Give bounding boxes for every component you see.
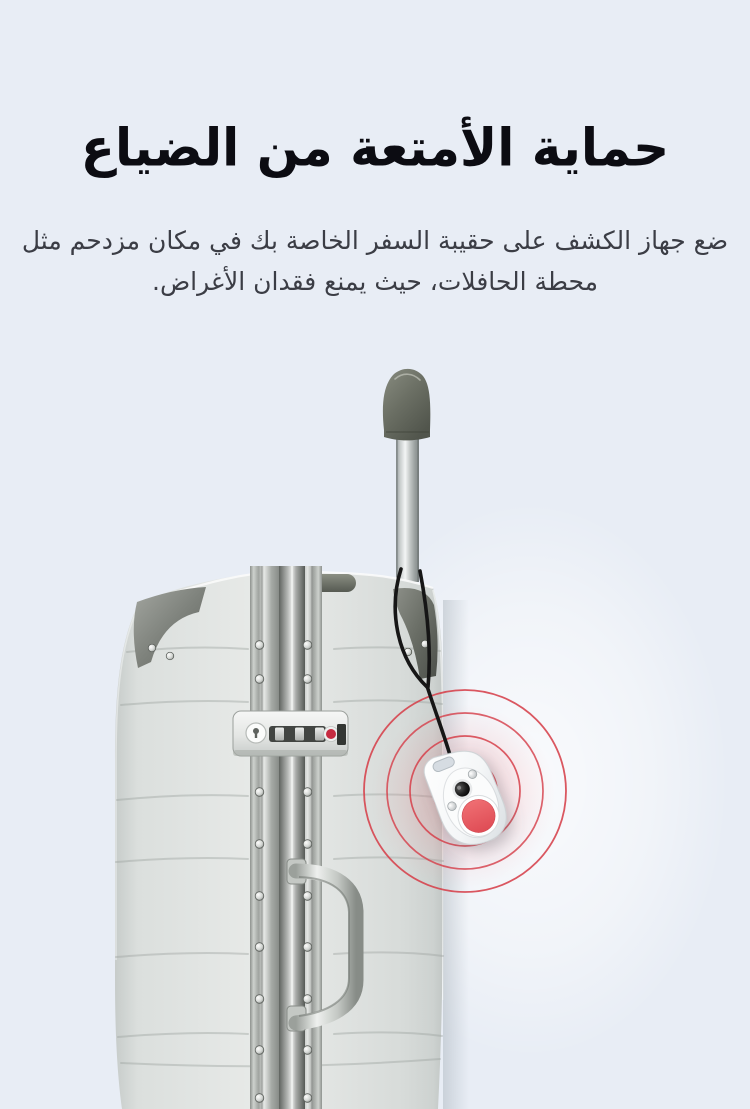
description [0,221,750,302]
tsa-lock [233,711,348,756]
headline: حماية الأمتعة من الضياع [80,117,670,178]
description-line-2: محطة الحافلات، حيث يمنع فقدان الأغراض. [152,266,598,296]
lock-indicator-dot [326,729,336,739]
description-line-1: ضع جهاز الكشف على حقيبة السفر الخاصة بك في مكان مزدحم مثل [21,226,729,255]
trolley-handle-grip [383,369,430,440]
